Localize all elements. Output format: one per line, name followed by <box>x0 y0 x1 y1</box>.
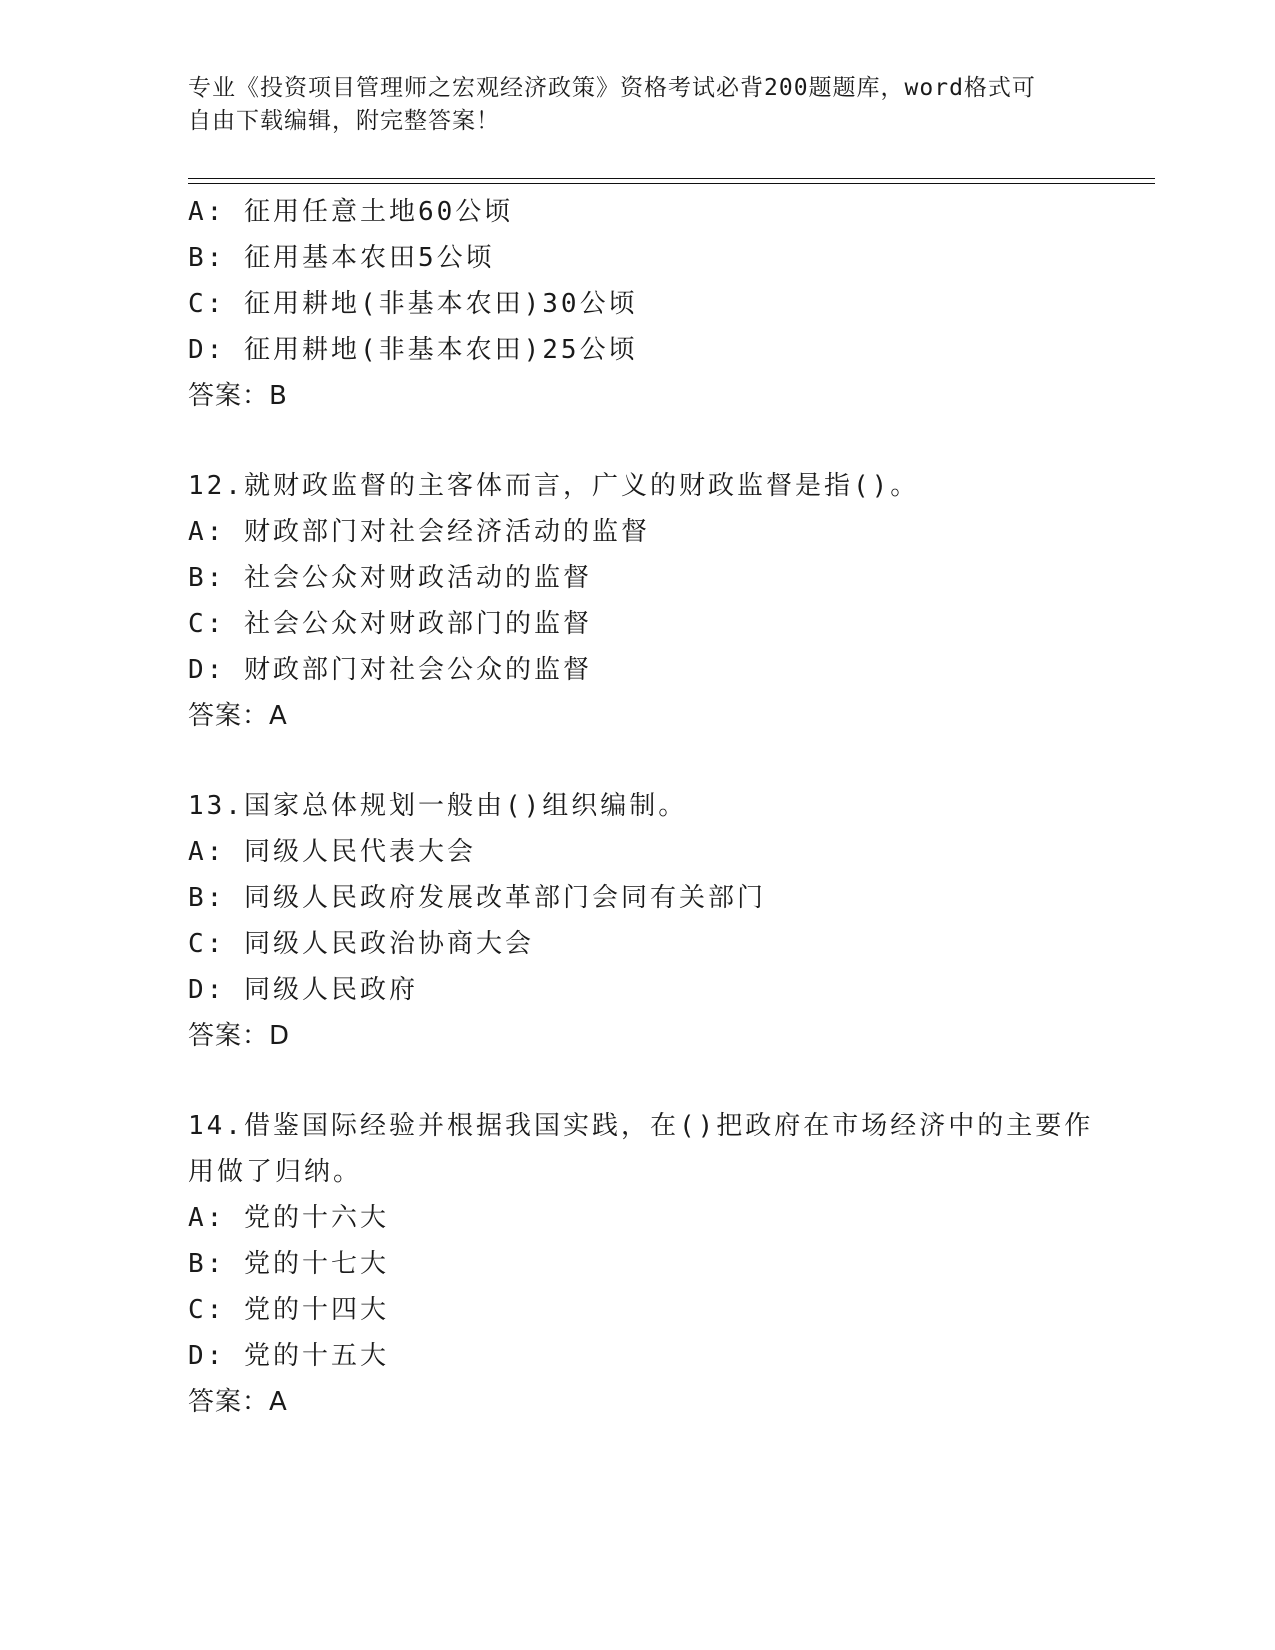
option-d: D: 征用耕地(非基本农田)25公顷 <box>188 335 638 365</box>
question-text: 12.就财政监督的主客体而言，广义的财政监督是指()。 <box>188 471 920 501</box>
question-13-block <box>188 783 1148 1059</box>
answer: 答案：D <box>188 1021 291 1051</box>
question-12-block <box>188 463 1148 739</box>
question-11-block <box>188 189 1148 419</box>
header-rule-top <box>188 178 1155 179</box>
header-line-1: 专业《投资项目管理师之宏观经济政策》资格考试必背200题题库，word格式可 <box>188 75 1036 101</box>
option-a: A: 财政部门对社会经济活动的监督 <box>188 517 650 547</box>
question-text: 13.国家总体规划一般由()组织编制。 <box>188 791 688 821</box>
answer: 答案：A <box>188 1387 288 1417</box>
option-c: C: 同级人民政治协商大会 <box>188 929 534 959</box>
option-d: D: 财政部门对社会公众的监督 <box>188 655 592 685</box>
answer: 答案：A <box>188 701 288 731</box>
question-14-block <box>188 1103 1148 1425</box>
header-line-2: 自由下载编辑，附完整答案！ <box>188 108 500 134</box>
option-b: B: 党的十七大 <box>188 1249 389 1279</box>
option-c: C: 征用耕地(非基本农田)30公顷 <box>188 289 638 319</box>
question-list <box>188 189 1148 1425</box>
option-d: D: 同级人民政府 <box>188 975 418 1005</box>
header-rule-bottom <box>188 183 1155 184</box>
question-text-line-1: 14.借鉴国际经验并根据我国实践，在()把政府在市场经济中的主要作 <box>188 1111 1094 1141</box>
option-c: C: 党的十四大 <box>188 1295 389 1325</box>
option-d: D: 党的十五大 <box>188 1341 389 1371</box>
option-b: B: 社会公众对财政活动的监督 <box>188 563 592 593</box>
option-c: C: 社会公众对财政部门的监督 <box>188 609 592 639</box>
answer: 答案：B <box>188 381 288 411</box>
option-a: A: 征用任意土地60公顷 <box>188 197 514 227</box>
option-a: A: 党的十六大 <box>188 1203 389 1233</box>
document-header <box>188 72 1088 138</box>
option-b: B: 征用基本农田5公顷 <box>188 243 495 273</box>
option-a: A: 同级人民代表大会 <box>188 837 476 867</box>
question-text-line-2: 用做了归纳。 <box>188 1157 363 1187</box>
option-b: B: 同级人民政府发展改革部门会同有关部门 <box>188 883 766 913</box>
